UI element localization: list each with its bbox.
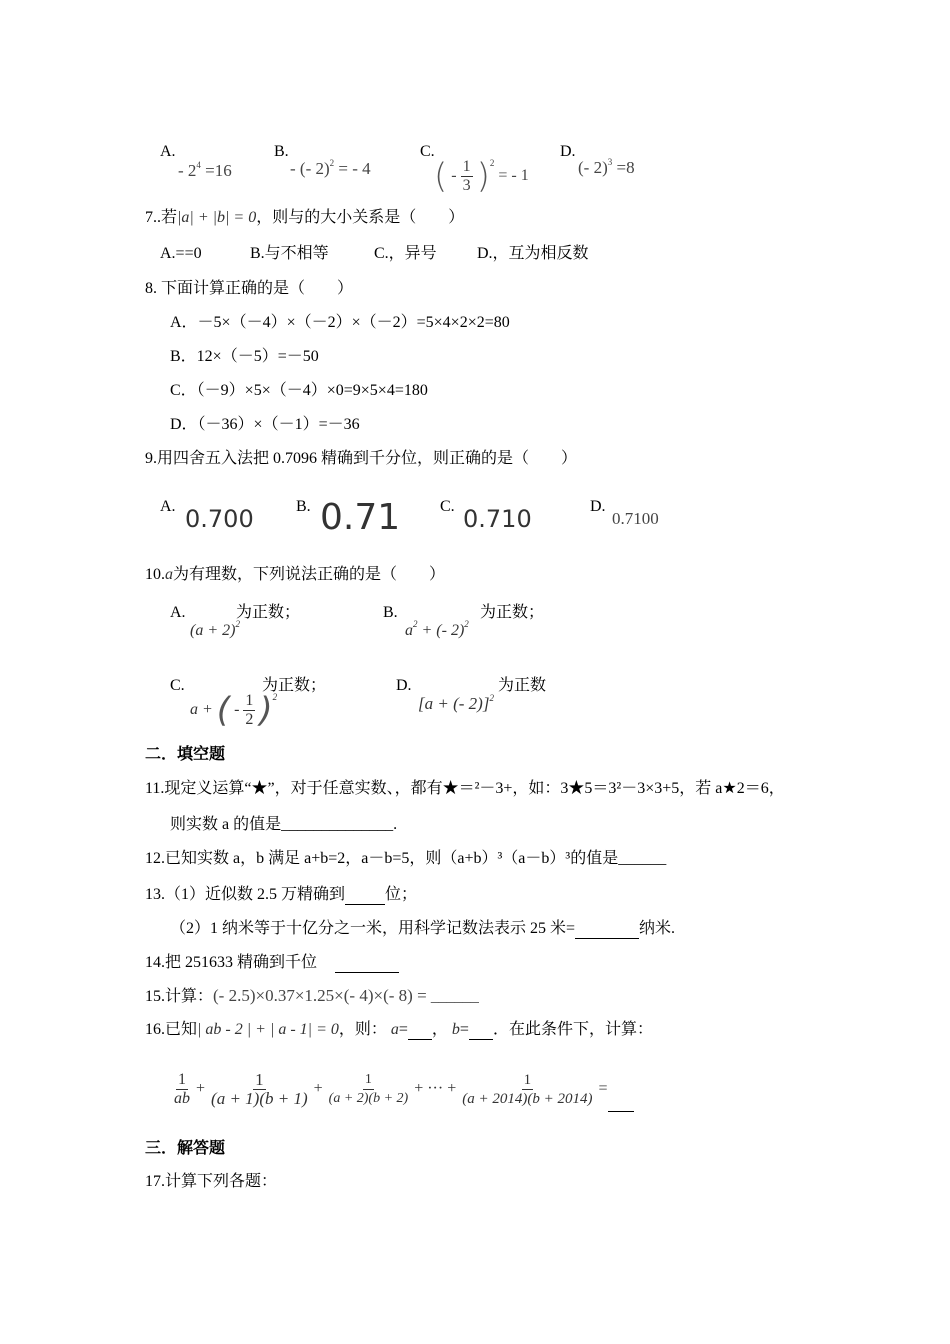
- numerator: 1: [462, 157, 471, 175]
- stem-expression: |a| + |b| = 0: [177, 209, 257, 226]
- q16-prefix: 16.已知: [145, 1021, 198, 1038]
- q6-option-d: [560, 142, 576, 162]
- left-paren-icon: (: [434, 156, 448, 197]
- q8-option-c: C．（－9）×5×（－4）×0=9×5×4=180: [170, 382, 428, 399]
- numerator: 1: [245, 691, 254, 709]
- stem-suffix: 为有理数，下列说法正确的是（ ）: [173, 566, 446, 583]
- q10-option-c: [170, 676, 185, 696]
- q8-option-b: B．12×（－5）=－50: [170, 348, 319, 365]
- denominator: (a + 2)(b + 2): [328, 1090, 409, 1106]
- q6-option-a: [160, 142, 176, 162]
- expr: a +: [190, 701, 213, 718]
- q10-option-b-text: 为正数；: [480, 604, 545, 621]
- answer-blank[interactable]: [575, 922, 639, 939]
- q7-stem: [145, 208, 464, 228]
- q16-condition: | ab - 2 | + | a - 1| = 0: [197, 1021, 339, 1038]
- rhs: =16: [205, 161, 232, 180]
- q8-stem: 8. 下面计算正确的是（ ）: [145, 280, 354, 297]
- q8-option-d: D．（－36）×（－1）=－36: [170, 416, 360, 433]
- ellipsis-sum: + ··· +: [414, 1080, 457, 1097]
- q9-option-d-value: 0.7100: [612, 509, 659, 528]
- q10-option-c-text: 为正数；: [262, 677, 327, 694]
- q10-option-a-expr: [190, 614, 240, 641]
- rhs: =8: [616, 158, 635, 177]
- exponent: 2: [272, 692, 278, 702]
- q10-stem: [145, 565, 445, 585]
- q17: 17.计算下列各题：: [145, 1173, 278, 1190]
- option-label: C.: [420, 143, 435, 160]
- variable-a: a: [390, 1021, 399, 1038]
- denominator: 3: [462, 176, 471, 194]
- option-label: A.: [170, 604, 186, 621]
- q6-option-c: [420, 142, 435, 162]
- exponent: 2: [489, 158, 495, 168]
- q15-prefix: 15.计算：: [145, 988, 214, 1005]
- separator: ，: [431, 1021, 448, 1038]
- q14-text: 14.把 251633 精确到千位: [145, 954, 318, 971]
- q13-line1-prefix: 13.（1）近似数 2.5 万精确到: [145, 886, 346, 903]
- q10-option-d-expr: [418, 688, 494, 714]
- denominator: (a + 2014)(b + 2014): [462, 1090, 593, 1107]
- expr: - 2: [178, 161, 197, 180]
- q15: [145, 986, 479, 1007]
- q9-option-c-label: C.: [440, 498, 455, 515]
- q7-option-b: B.与不相等: [250, 245, 329, 262]
- fraction-4: [460, 1071, 594, 1108]
- q9-option-b-label: B.: [296, 498, 311, 515]
- denominator: 2: [245, 710, 254, 728]
- q16-series-expression: [172, 1066, 634, 1112]
- q10-option-a: [170, 603, 186, 623]
- variable-b: b: [451, 1021, 460, 1038]
- option-label: D.: [396, 677, 412, 694]
- denominator: (a + 1)(b + 1): [211, 1088, 308, 1108]
- exponent: 2: [329, 158, 335, 168]
- q9-stem: 9.用四舍五入法把 0.7096 精确到千分位，则正确的是（ ）: [145, 450, 578, 467]
- q8-option-a: A．－5×（－4）×（－2）×（－2）=5×4×2×2=80: [170, 314, 510, 331]
- expr: - (- 2): [290, 159, 330, 178]
- option-label: A.: [160, 143, 176, 160]
- equals-sign: =: [398, 1021, 408, 1038]
- exponent: 2: [235, 619, 240, 629]
- q16-mid: ，则：: [338, 1021, 387, 1038]
- q7-option-d: D.，互为相反数: [477, 245, 589, 262]
- section-2-title: 二．填空题: [145, 746, 226, 763]
- expr-tail: + (- 2): [417, 622, 465, 639]
- q13-line1: [145, 885, 417, 905]
- answer-blank-b[interactable]: [469, 1023, 493, 1040]
- q6-option-b: [274, 142, 289, 162]
- q11-line1: 11.现定义运算“★”，对于任意实数、，都有★＝²－3+，如：3★5＝3²－3×3+5，若 a★2＝6，: [145, 780, 785, 797]
- q11-line2: 则实数 a 的值是______________.: [170, 816, 398, 833]
- fraction-2: [209, 1071, 310, 1108]
- numerator: 1: [523, 1071, 532, 1088]
- right-paren-icon: ): [259, 690, 273, 731]
- right-paren-icon: ): [476, 156, 490, 197]
- rhs: = - 1: [498, 167, 529, 184]
- section-3-title: 三．解答题: [145, 1140, 226, 1157]
- q6-option-d-expr: [578, 152, 635, 178]
- expr: [a + (- 2)]: [418, 694, 490, 713]
- q9-option-a-label: A.: [160, 498, 176, 515]
- q16-suffix: ．在此条件下，计算：: [492, 1021, 653, 1038]
- q6-option-c-expr: [434, 140, 529, 197]
- q9-option-d-label: D.: [590, 498, 606, 515]
- rhs: = - 4: [338, 159, 371, 178]
- stem-prefix: 7..若: [145, 209, 178, 226]
- q15-expression: (- 2.5)×0.37×1.25×(- 4)×(- 8) =: [213, 986, 431, 1005]
- q6-option-b-expr: [290, 153, 371, 179]
- stem-prefix: 10.: [145, 566, 165, 583]
- exponent: 2: [464, 619, 469, 629]
- fraction-1: [172, 1071, 192, 1108]
- exponent: 2: [413, 619, 418, 629]
- stem-variable: a: [165, 566, 173, 583]
- q14: [145, 953, 399, 973]
- q10-option-a-text: 为正数；: [236, 604, 301, 621]
- q13-line2-prefix: （2）1 纳米等于十亿分之一米，用科学记数法表示 25 米=: [170, 920, 576, 937]
- q6-option-a-expr: [178, 155, 232, 181]
- answer-blank-a[interactable]: [408, 1023, 432, 1040]
- q13-line2: [170, 919, 675, 939]
- q9-option-c-value: 0.710: [463, 505, 532, 533]
- q7-option-c: C.，异号: [374, 245, 437, 262]
- q9-option-a-value: 0.700: [185, 505, 254, 533]
- numerator: 1: [255, 1069, 264, 1089]
- exponent: 2: [489, 693, 494, 703]
- exponent: 3: [607, 157, 613, 167]
- option-label: B.: [383, 604, 398, 621]
- sign: -: [451, 167, 457, 184]
- expr: (a + 2): [190, 622, 236, 639]
- denominator: ab: [174, 1089, 190, 1107]
- equals-sign: =: [598, 1080, 608, 1097]
- option-label: B.: [274, 143, 289, 160]
- q13-line1-suffix: 位；: [385, 886, 418, 903]
- answer-blank[interactable]: ______: [430, 988, 479, 1005]
- stem-suffix: ，则与的大小关系是（ ）: [256, 209, 465, 226]
- option-label: D.: [560, 143, 576, 160]
- sign: -: [234, 701, 240, 718]
- q16-stem: [145, 1020, 653, 1040]
- q12: 12.已知实数 a，b 满足 a+b=2，a－b=5，则（a+b）³（a－b）³的值是______: [145, 850, 667, 867]
- option-label: C.: [170, 677, 185, 694]
- q10-option-d-text: 为正数: [498, 677, 547, 694]
- answer-blank[interactable]: [345, 888, 385, 905]
- q9-option-b-value: 0.71: [320, 497, 401, 538]
- exponent: 4: [196, 160, 201, 170]
- fraction: [461, 158, 473, 195]
- answer-blank[interactable]: [608, 1089, 634, 1112]
- expr: a: [405, 622, 413, 639]
- fraction: [243, 692, 255, 729]
- equals-sign: =: [459, 1021, 469, 1038]
- answer-blank[interactable]: [335, 956, 399, 973]
- plus-sign: +: [196, 1080, 206, 1097]
- q10-option-d: [396, 676, 412, 696]
- q10-option-b-expr: [405, 614, 469, 641]
- q13-line2-suffix: 纳米.: [639, 920, 676, 937]
- fraction-3: [327, 1071, 411, 1108]
- q10-option-b: [383, 603, 398, 623]
- plus-sign: +: [313, 1080, 323, 1097]
- q7-option-a: A.==0: [160, 245, 202, 262]
- left-paren-icon: (: [216, 690, 231, 731]
- numerator: 1: [363, 1071, 374, 1090]
- expr: (- 2): [578, 158, 608, 177]
- numerator: 1: [178, 1070, 186, 1088]
